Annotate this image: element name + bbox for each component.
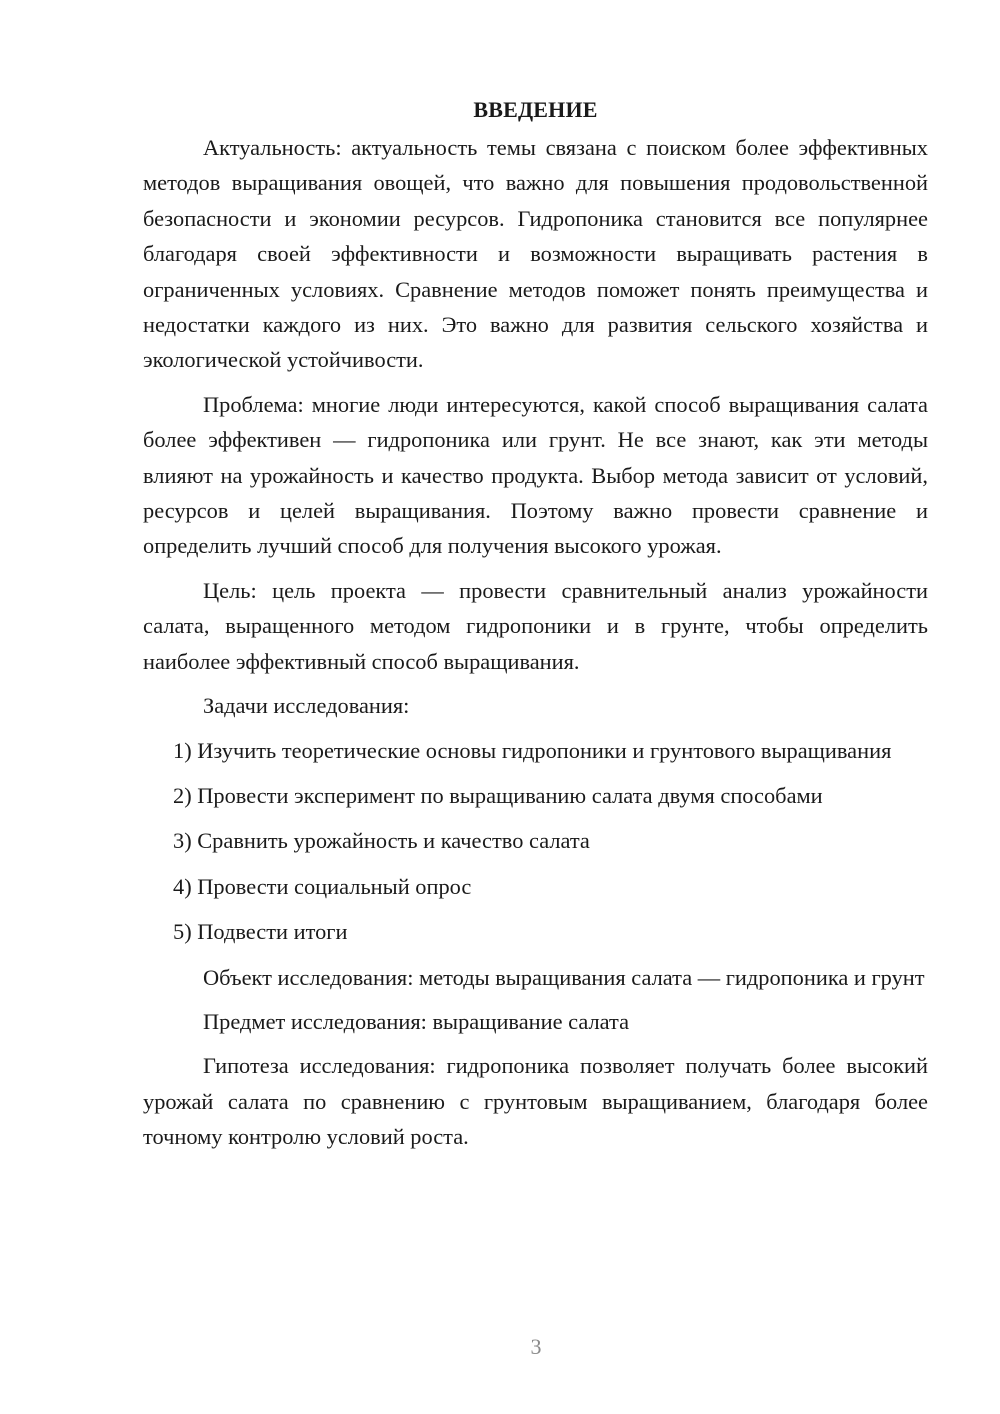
paragraph-problem: Проблема: многие люди интересуются, какой способ выращивания салата более эффективен — гидропоника или грунт. Не все знают, как эти методы влияют на урожайность и качество продукта. Выбор метода зависит от условий, ресурсов и целей выращивания. Поэтому важно провести сравнение и определить лучший способ для получения высокого урожая.: [143, 391, 928, 559]
paragraph-goal: Цель: цель проекта — провести сравнительный анализ урожайности салата, выращенного методом гидропоники и в грунте, чтобы определить наиболее эффективный способ выращивания.: [143, 577, 928, 674]
paragraph-hypothesis: Гипотеза исследования: гидропоника позволяет получать более высокий урожай салата по сравнению с грунтовым выращиванием, благодаря более точному контролю условий роста.: [143, 1053, 928, 1150]
paragraph-subject: Предмет исследования: выращивание салата: [203, 1008, 630, 1034]
task-item-1: 1) Изучить теоретические основы гидропоники и грунтового выращивания: [173, 737, 892, 763]
tasks-title: Задачи исследования:: [203, 693, 410, 719]
section-heading: ВВЕДЕНИЕ: [473, 97, 598, 122]
task-item-5: 5) Подвести итоги: [173, 919, 348, 945]
paragraph-relevance: Актуальность: актуальность темы связана с поиском более эффективных методов выращивания овощей, что важно для повышения продовольственной безопасности и экономии ресурсов. Гидропоника становится все популярнее благодаря своей эффективности и возможности выращивать растения в ограниченных условиях. Сравнение методов поможет понять преимущества и недостатки каждого из них. Это важно для развития сельского хозяйства и экологической устойчивости.: [143, 135, 928, 373]
task-item-3: 3) Сравнить урожайность и качество салата: [173, 828, 590, 854]
task-item-2: 2) Провести эксперимент по выращиванию салата двумя способами: [173, 782, 823, 808]
document-page: [143, 92, 928, 1164]
paragraph-object: Объект исследования: методы выращивания салата — гидропоника и грунт: [203, 964, 925, 990]
task-item-4: 4) Провести социальный опрос: [173, 873, 472, 899]
page-number: 3: [530, 1334, 542, 1359]
